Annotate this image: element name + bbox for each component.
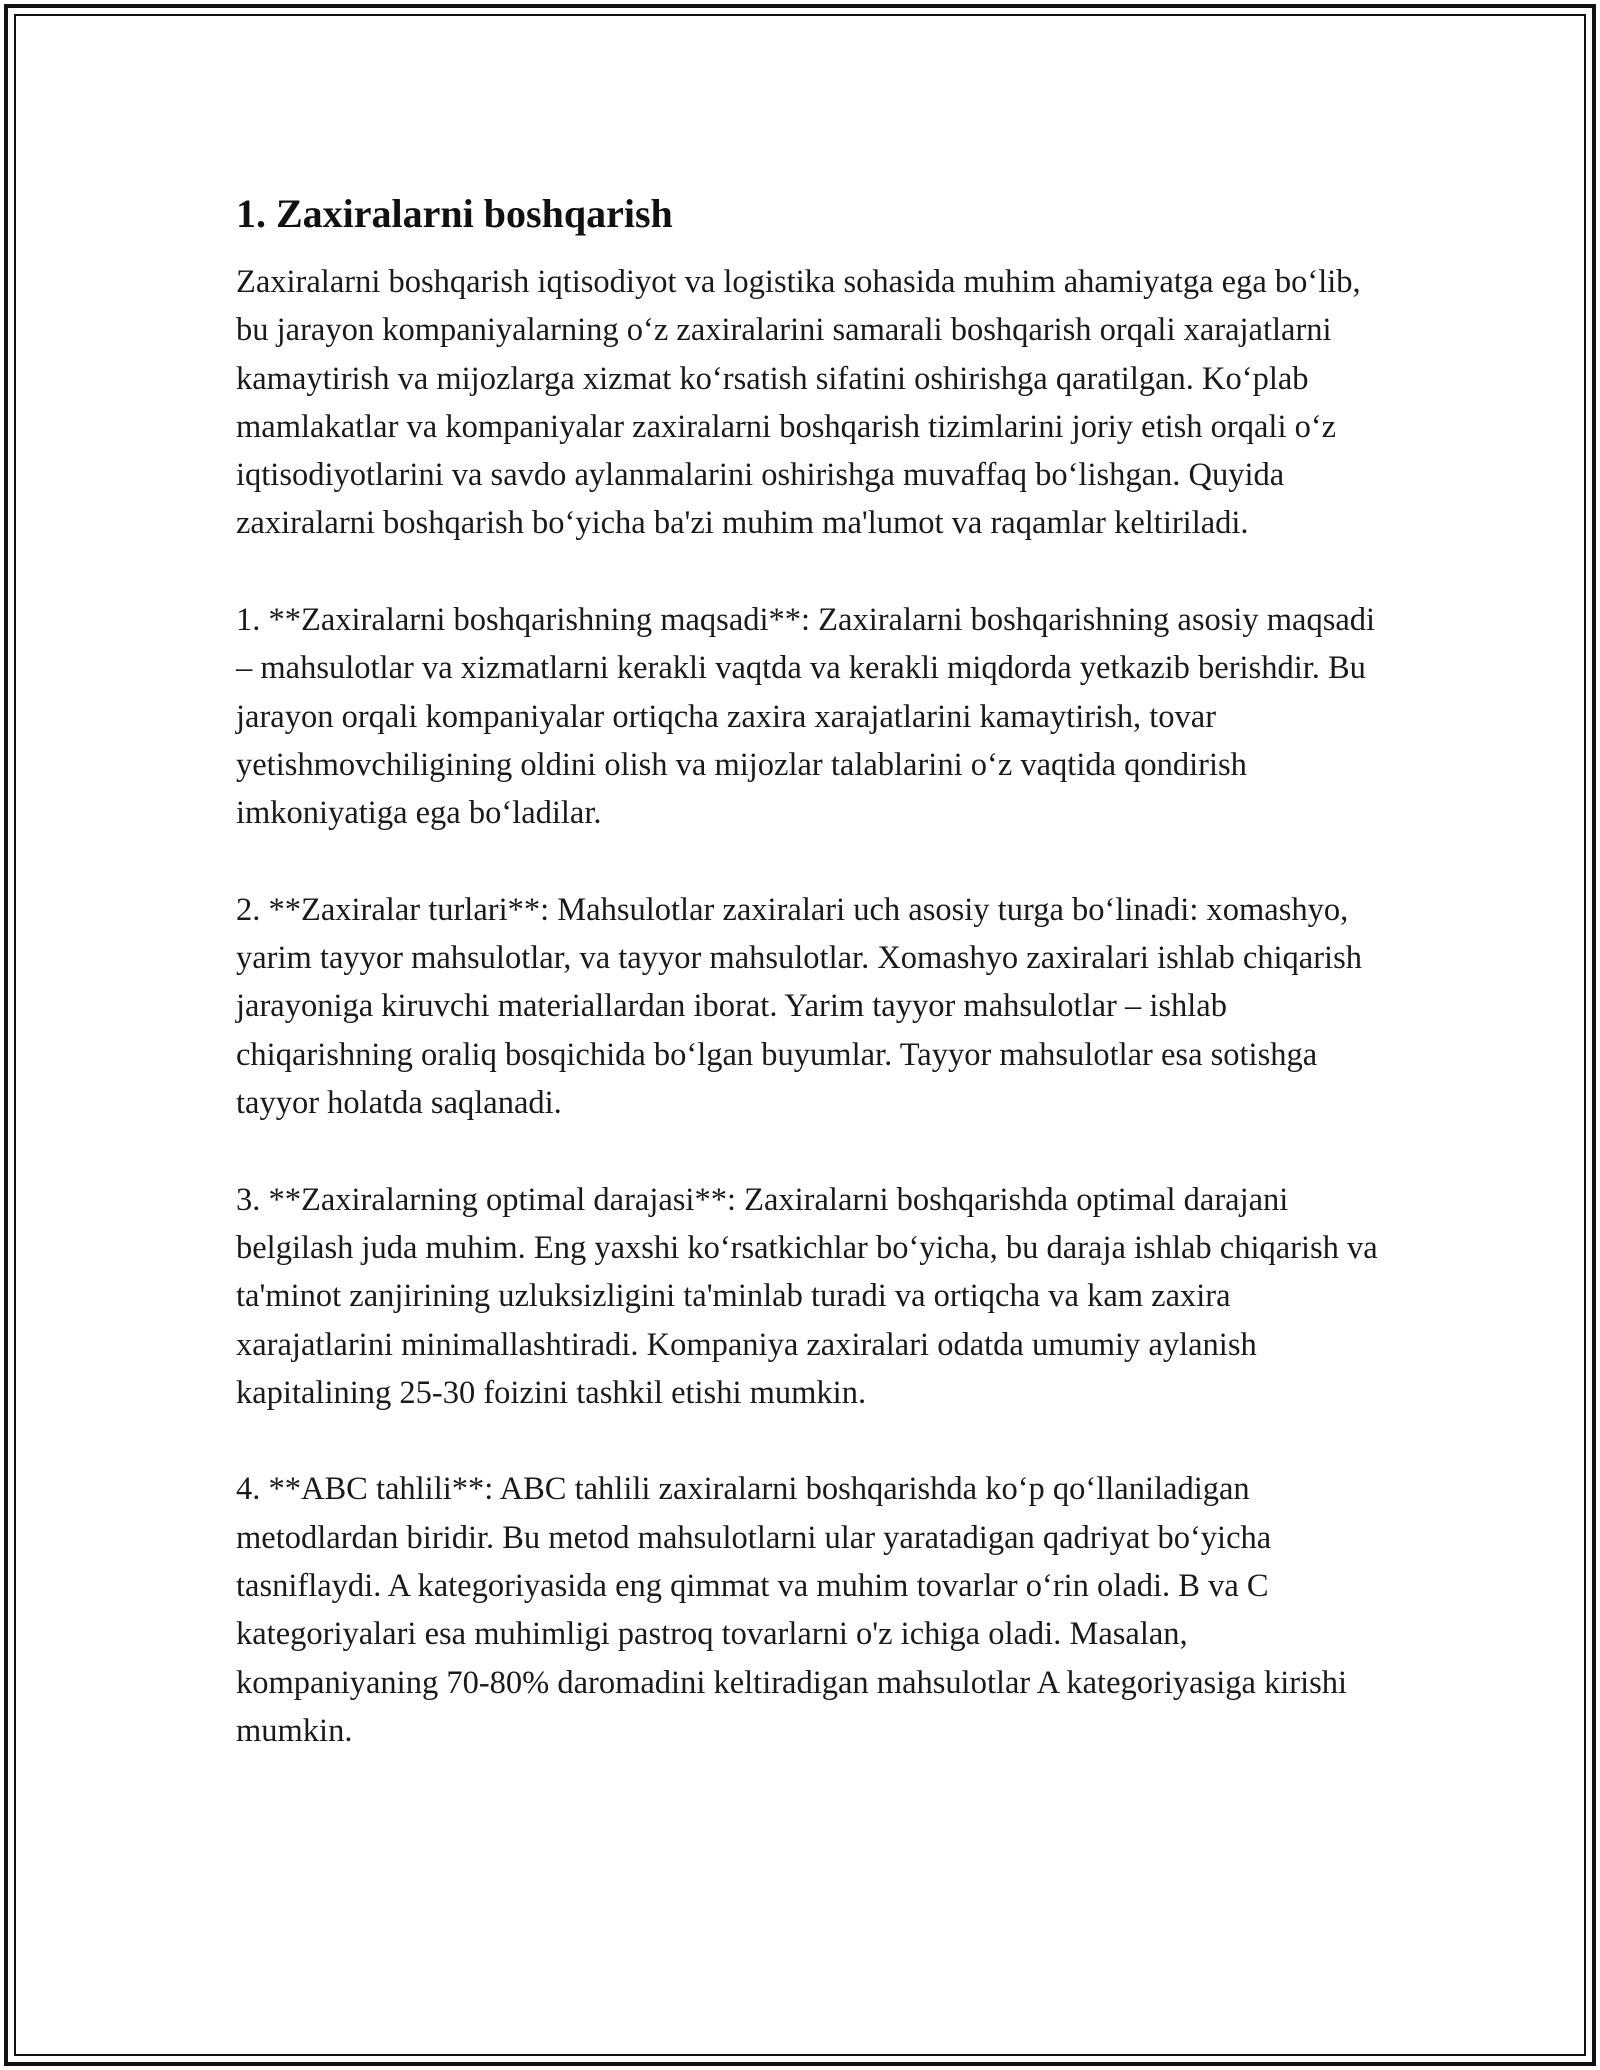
item-types-paragraph: 2. **Zaxiralar turlari**: Mahsulotlar zaxiralari uch asosiy turga bo‘linadi: xomashyo, yarim tayyor mahsulotlar, va tayyor mahsulotlar. Xomashyo zaxiralari ishlab chiqarish jarayoniga kiruvchi materiallardan iborat. Yarim tayyor mahsulotlar – ishlab chiqarishning oraliq bosqichida bo‘lgan buyumlar. Tayyor mahsulotlar esa sotishga tayyor holatda saqlanadi.: [236, 891, 1362, 1122]
intro-paragraph: Zaxiralarni boshqarish iqtisodiyot va logistika sohasida muhim ahamiyatga ega bo‘lib, bu jarayon kompaniyalarning o‘z zaxiralarini samarali boshqarish orqali xarajatlarni kamaytirish va mijozlarga xizmat ko‘rsatish sifatini oshirishga qaratilgan. Ko‘plab mamlakatlar va kompaniyalar zaxiralarni boshqarish tizimlarini joriy etish orqali o‘z iqtisodiyotlarini va savdo aylanmalarini oshirishga muvaffaq bo‘lishgan. Quyida zaxiralarni boshqarish bo‘yicha ba'zi muhim ma'lumot va raqamlar keltiriladi.: [236, 264, 1361, 542]
item-abc-analysis-paragraph: 4. **ABC tahlili**: ABC tahlili zaxiralarni boshqarishda ko‘p qo‘llaniladigan metodlardan biridir. Bu metod mahsulotlarni ular yaratadigan qadriyat bo‘yicha tasniflaydi. A kategoriyasida eng qimmat va muhim tovarlar o‘rin oladi. B va C kategoriyalari esa muhimligi pastroq tovarlarni o'z ichiga oladi. Masalan, kompaniyaning 70-80% daromadini keltiradigan mahsulotlar A kategoriyasiga kirishi mumkin.: [236, 1471, 1348, 1749]
item-optimal-level-paragraph: 3. **Zaxiralarning optimal darajasi**: Zaxiralarni boshqarishda optimal darajani belgilash juda muhim. Eng yaxshi ko‘rsatkichlar bo‘yicha, bu daraja ishlab chiqarish va ta'minot zanjirining uzluksizligini ta'minlab turadi va ortiqcha va kam zaxira xarajatlarini minimallashtiradi. Kompaniya zaxiralari odatda umumiy aylanish kapitalining 25-30 foizini tashkil etishi mumkin.: [236, 1181, 1378, 1411]
item-goal-paragraph: 1. **Zaxiralarni boshqarishning maqsadi**: Zaxiralarni boshqarishning asosiy maqsadi – mahsulotlar va xizmatlarni kerakli vaqtda va kerakli miqdorda yetkazib berishdir. Bu jarayon orqali kompaniyalar ortiqcha zaxira xarajatlarini kamaytirish, tovar yetishmovchiligining oldini olish va mijozlar talablarini o‘z vaqtida qondirish imkoniyatiga ega bo‘ladilar.: [236, 602, 1376, 832]
document-body: [236, 186, 1386, 1804]
section-heading: 1. Zaxiralarni boshqarish: [236, 191, 673, 236]
